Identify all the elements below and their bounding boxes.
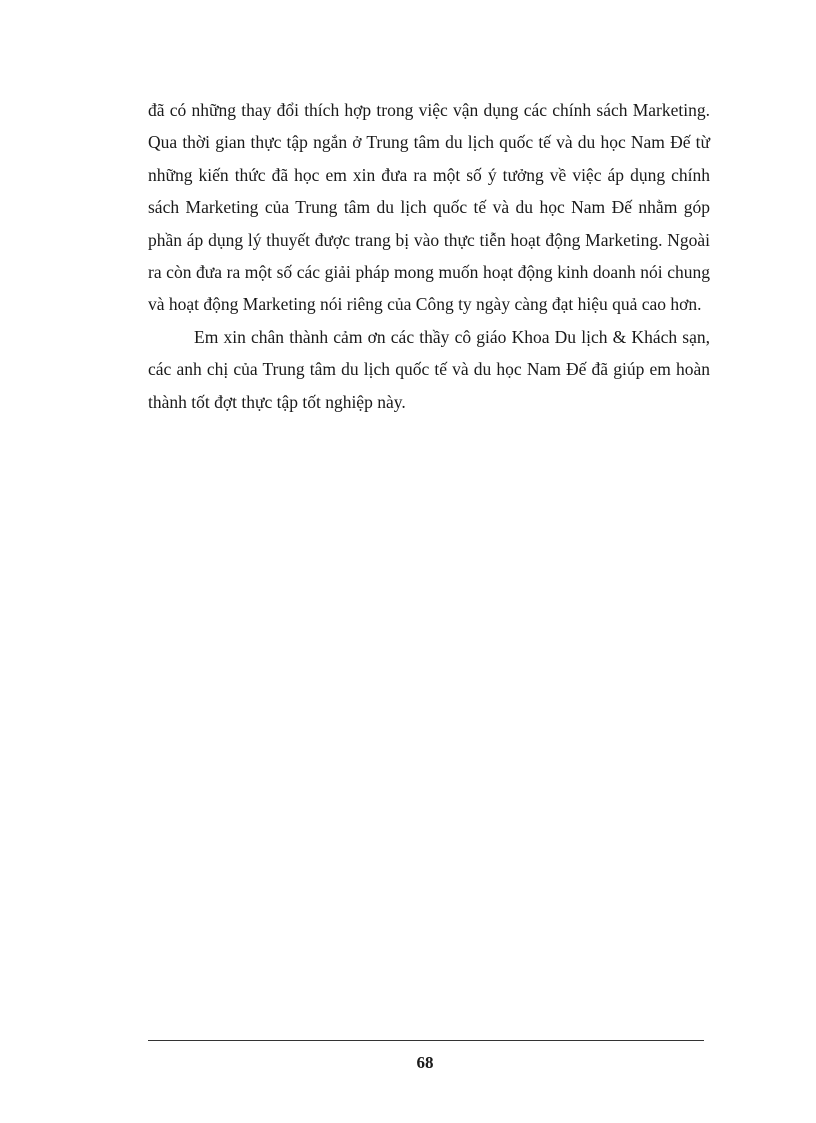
paragraph-acknowledgement: Em xin chân thành cảm ơn các thầy cô giáo Khoa Du lịch & Khách sạn, các anh chị của Trung tâm du lịch quốc tế và du học Nam Đế đã giúp em hoàn thành tốt đợt thực tập tốt nghiệp này. bbox=[148, 326, 710, 412]
footer-divider bbox=[148, 1040, 704, 1041]
paragraph-continuation: đã có những thay đổi thích hợp trong việc vận dụng các chính sách Marketing. Qua thời gian thực tập ngắn ở Trung tâm du lịch quốc tế và du học Nam Đế từ những kiến thức đã học em xin đưa ra một số ý tưởng về việc áp dụng chính sách Marketing của Trung tâm du lịch quốc tế và du học Nam Đế nhằm góp phần áp dụng lý thuyết được trang bị vào thực tiễn hoạt động Marketing. Ngoài ra còn đưa ra một số các giải pháp mong muốn hoạt động kinh doanh nói chung và hoạt động Marketing nói riêng của Công ty ngày càng đạt hiệu quả cao hơn. bbox=[148, 100, 710, 315]
page-number: 68 bbox=[416, 1053, 434, 1072]
body-text bbox=[148, 94, 710, 418]
